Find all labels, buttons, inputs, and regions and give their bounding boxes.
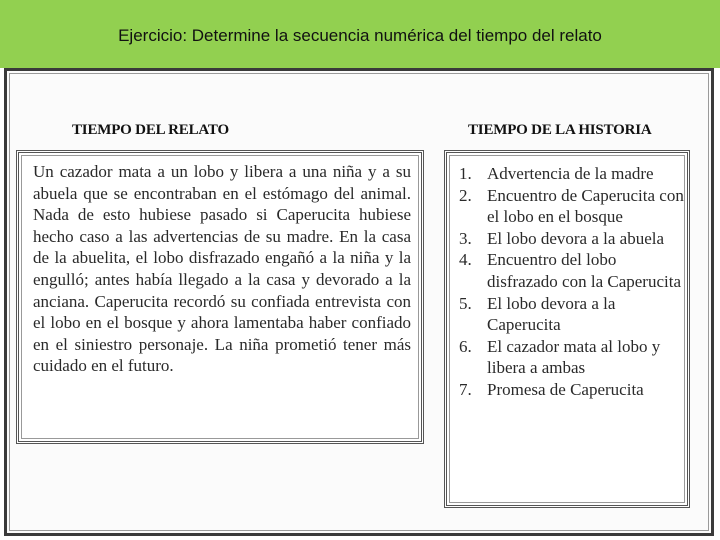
item-number: 4. <box>459 250 472 270</box>
item-text: Promesa de Caperucita <box>487 379 644 399</box>
historia-item-1 <box>459 163 687 185</box>
historia-item-7 <box>459 379 687 401</box>
item-text: El lobo devora a la Caperucita <box>487 293 616 335</box>
historia-list <box>459 163 687 401</box>
historia-item-6 <box>459 336 687 379</box>
historia-item-3 <box>459 228 687 250</box>
item-number: 6. <box>459 336 472 356</box>
item-number: 7. <box>459 379 472 399</box>
item-text: Advertencia de la madre <box>487 164 654 183</box>
historia-item-5 <box>459 293 687 336</box>
exercise-title: Ejercicio: Determine la secuencia numérica del tiempo del relato <box>118 26 602 45</box>
historia-item-4 <box>459 249 687 292</box>
item-number: 5. <box>459 293 472 313</box>
item-text: El lobo devora a la abuela <box>487 228 665 248</box>
historia-heading: TIEMPO DE LA HISTORIA <box>468 122 652 138</box>
historia-box <box>444 150 690 508</box>
relato-heading: TIEMPO DEL RELATO <box>72 122 229 138</box>
historia-item-2 <box>459 185 687 228</box>
relato-paragraph: Un cazador mata a un lobo y libera a una niña y a su abuela que se encontraban en el estómago del animal. Nada de esto hubiese pasado si Caperucita hubiese hecho caso a las advertencias de su madre. En la casa de la abuelita, el lobo disfrazado engañó a la niña y la engulló; antes había llegado a la casa y devorado a la anciana. Caperucita recordó su confiada entrevista con el lobo en el bosque y ahora lamentaba haber confiado en el siniestro personaje. La niña prometió tener más cuidado en el futuro. <box>33 162 411 376</box>
item-text: Encuentro del lobo disfrazado con la Caperucita <box>487 250 681 291</box>
item-number: 2. <box>459 185 472 205</box>
item-text: Encuentro de Caperucita con el lobo en el bosque <box>487 185 684 227</box>
item-number: 3. <box>459 228 472 248</box>
relato-box <box>16 150 424 444</box>
header-bar <box>0 0 720 68</box>
item-text: El cazador mata al lobo y libera a ambas <box>487 336 661 378</box>
item-number: 1. <box>459 164 472 183</box>
